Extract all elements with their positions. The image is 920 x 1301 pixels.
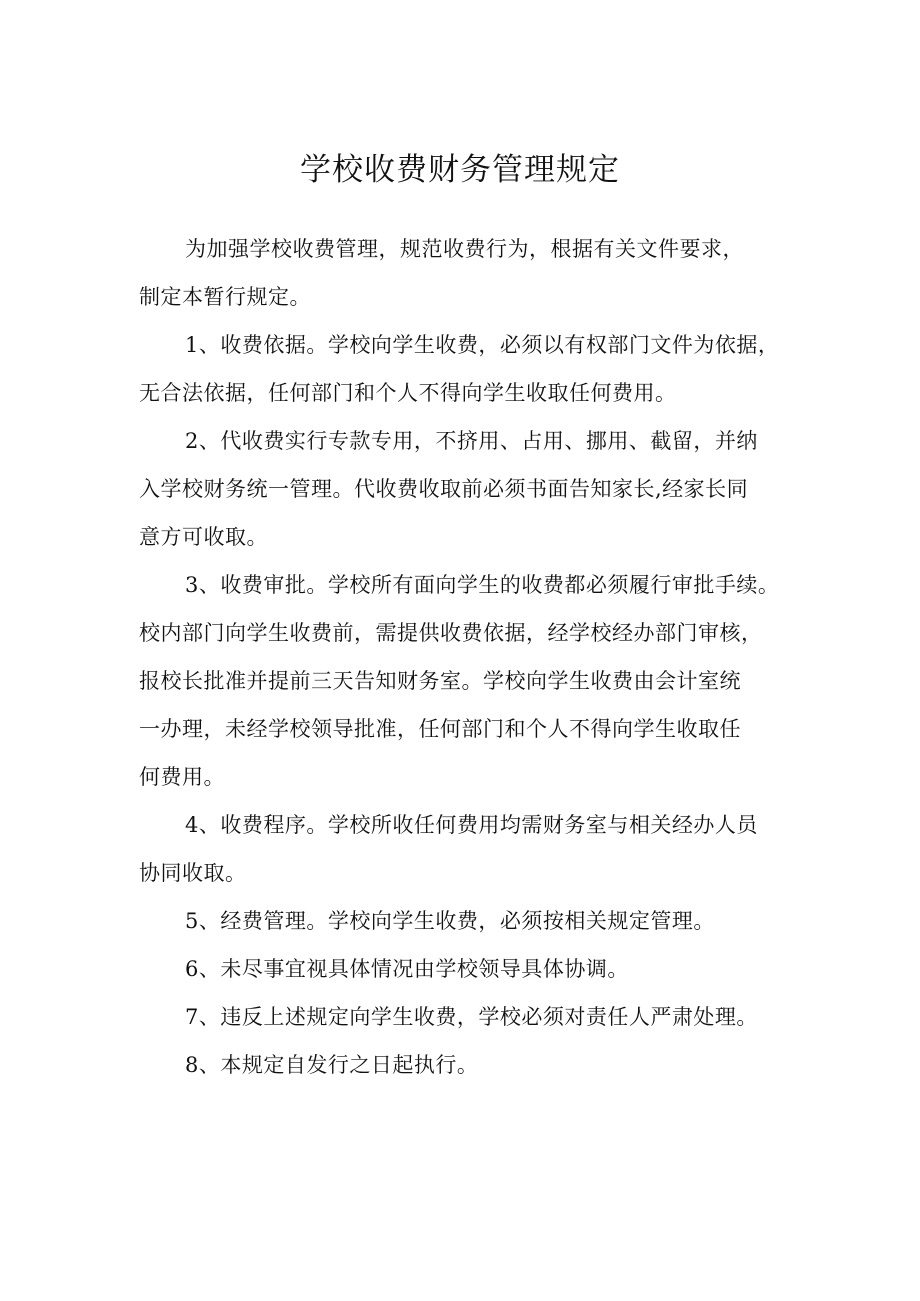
paragraph-line: 无合法依据，任何部门和个人不得向学生收取任何费用。 xyxy=(139,381,677,405)
document-body xyxy=(139,225,819,1089)
paragraph-line: 制定本暂行规定。 xyxy=(139,285,311,309)
paragraph-line: 8、本规定自发行之日起执行。 xyxy=(185,1053,479,1077)
paragraph-line: 3、收费审批。学校所有面向学生的收费都必须履行审批手续。 xyxy=(185,573,780,597)
paragraph-line: 为加强学校收费管理，规范收费行为，根据有关文件要求， xyxy=(185,237,744,261)
paragraph-line: 报校长批准并提前三天告知财务室。学校向学生收费由会计室统 xyxy=(139,669,741,693)
paragraph-line: 一办理，未经学校领导批准，任何部门和个人不得向学生收取任 xyxy=(139,717,741,741)
paragraph-line: 4、收费程序。学校所收任何费用均需财务室与相关经办人员 xyxy=(185,813,758,837)
paragraph-line: 6、未尽事宜视具体情况由学校领导具体协调。 xyxy=(185,957,629,981)
paragraph-line: 7、违反上述规定向学生收费，学校必须对责任人严肃处理。 xyxy=(185,1005,758,1029)
paragraph-line: 意方可收取。 xyxy=(139,525,268,549)
document-title: 学校收费财务管理规定 xyxy=(300,152,620,188)
paragraph-line: 入学校财务统一管理。代收费收取前必须书面告知家长,经家长同 xyxy=(139,477,749,501)
paragraph-line: 1、收费依据。学校向学生收费，必须以有权部门文件为依据， xyxy=(185,333,780,357)
paragraph-line: 协同收取。 xyxy=(139,861,247,885)
paragraph-line: 何费用。 xyxy=(139,765,225,789)
paragraph-line: 5、经费管理。学校向学生收费，必须按相关规定管理。 xyxy=(185,909,715,933)
paragraph-line: 校内部门向学生收费前，需提供收费依据，经学校经办部门审核， xyxy=(139,621,763,645)
paragraph-line: 2、代收费实行专款专用，不挤用、占用、挪用、截留，并纳 xyxy=(185,429,758,453)
